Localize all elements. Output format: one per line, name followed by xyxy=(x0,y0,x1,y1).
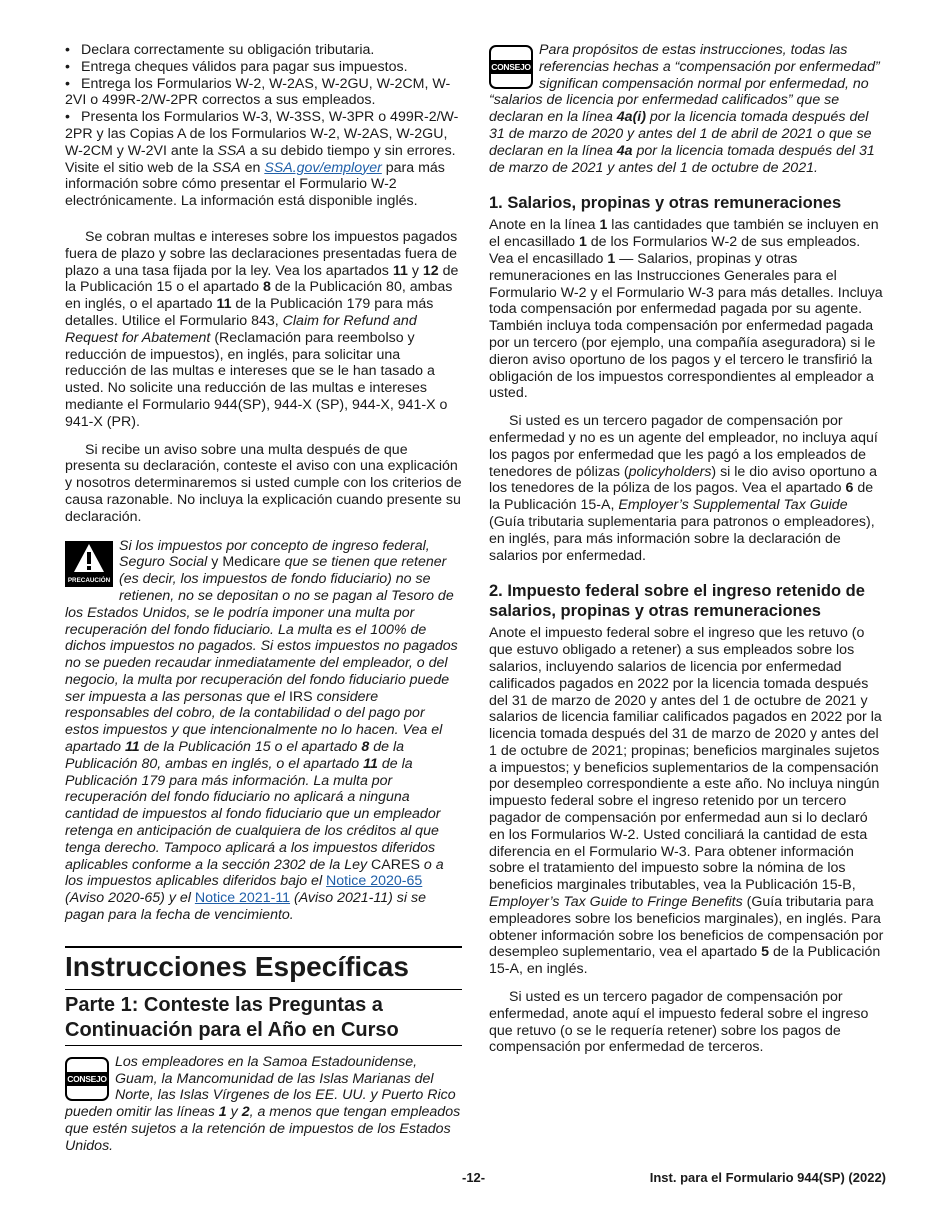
notice-paragraph: Si recibe un aviso sobre una multa después de que presenta su declaración, conteste el aviso con una explicación y nosotros determinaremos si usted cumple con los criterios de causa razonable. No incluya la explicación cuando presente su declaración. xyxy=(65,441,462,525)
form-title: Inst. para el Formulario 944(SP) (2022) xyxy=(649,1170,886,1185)
caution-icon: PRECAUCIÓN xyxy=(65,541,113,587)
tip-icon: CONSEJO xyxy=(65,1057,109,1101)
third-party-withholding-paragraph: Si usted es un tercero pagador de compensación por enfermedad, anote aquí el impuesto federal sobre el ingreso que retuvo (o se le requería retener) sobre los pagos de compensación por enfermedad de terceros. xyxy=(489,989,869,1056)
part-heading: Parte 1: Conteste las Preguntas a Continuación para el Año en Curso xyxy=(65,989,462,1046)
section-heading: Instrucciones Específicas xyxy=(65,946,462,984)
page-number: -12- xyxy=(462,1170,486,1185)
heading-line-2: 2. Impuesto federal sobre el ingreso retenido de salarios, propinas y otras remuneraciones xyxy=(489,582,865,621)
bullet-list xyxy=(65,42,462,210)
tip-icon: CONSEJO xyxy=(489,45,533,89)
caution-note: PRECAUCIÓN Si los impuestos por concepto de ingreso federal, Seguro Social y Medicare que se tienen que retener (es decir, los impuestos de fondo fiduciario) no se retienen, no se depositan o no se pagan al Tesoro de los Estados Unidos, se le podría imponer una multa por recuperación del fondo fiduciario. La multa es el 100% de dichos impuestos no pagados. Si estos impuestos no pagados no se pueden recaudar inmediatamente del empleador, o del negocio, la multa por recuperación del fondo fiduciario puede ser impuesta a las personas que el IRS considere responsables del cobro, de la contabilidad o del pago por estos impuestos y que intencionalmente no lo hacen. Vea el apartado 11 de la Publicación 15 o el apartado 8 de la Publicación 80, ambas en inglés, o el apartado 11 de la Publicación 179 para más información. La multa por recuperación del fondo fiduciario no aplicará a ninguna cantidad de impuestos al fondo fiduciario que un empleador retenga en anticipación de cualquiera de los créditos al que tenga derecho. Tampoco aplicará a los impuestos diferidos aplicables conforme a la sección 2302 de la Ley CARES o a los impuestos aplicables diferidos bajo el Notice 2020-65 (Aviso 2020-65) y el Notice 2021-11 (Aviso 2021-11) si se pagan para la fecha de vencimiento. xyxy=(65,537,458,924)
penalties-paragraph: Se cobran multas e intereses sobre los impuestos pagados fuera de plazo y sobre las declaraciones presentadas fuera de plazo a una tasa fijada por la ley. Vea los apartados 11 y 12 de la Publicación 15 o el apartado 8 de la Publicación 80, ambas en inglés, o el apartado 11 de la Publicación 179 para más detalles. Utilice el Formulario 843, Claim for Refund and Request for Abatement (Reclamación para reembolso y reducción de impuestos), en inglés, para solicitar una reducción de las multas e intereses que se le han tasado a usted. No solicite una reducción de las multas e intereses mediante el Formulario 944(SP), 944-X (SP), 944-X, 941-X o 941-X (PR). xyxy=(65,228,459,430)
list-item: • Entrega cheques válidos para pagar sus impuestos. xyxy=(65,58,408,75)
line-2-paragraph: Anote el impuesto federal sobre el ingreso que les retuvo (o que estuvo obligado a retener) a sus empleados sobre los salarios, incluyendo salarios de licencia por enfermedad calificados pagados en 2022 por la licencia tomada después del 31 de marzo de 2020 y antes del 1 de octubre de 2021 y salarios de licencia familiar calificados pagados en 2022 por la licencia tomada después del 31 de marzo de 2020 y antes del 1 de octubre de 2021; propinas; beneficios marginales sujetos a impuestos; y beneficios suplementarios de la compensación por desempleo correspondiente a este año. No incluya ningún impuesto federal sobre el ingreso retenido por un tercero pagador de compensación por enfermedad aun si lo declaró en los Formularios W-2. Usted conciliará la cantidad de esta diferencia en el Formulario W-3. Para obtener información sobre el tratamiento del impuesto sobre la nómina de los beneficios marginales tributables, vea la Publicación 15-B, Employer’s Tax Guide to Fringe Benefits (Guía tributaria para empleadores sobre los beneficios marginales), en inglés. Para obtener información sobre los beneficios de compensación por desempleo suplementario, vea el apartado 5 de la Publicación 15-A, en inglés. xyxy=(489,625,884,978)
notice-2020-65-link[interactable]: Notice 2020-65 xyxy=(326,873,423,890)
page-footer xyxy=(65,1170,886,1186)
line-1-paragraph: Anote en la línea 1 las cantidades que también se incluyen en el encasillado 1 de los Formularios W-2 de sus empleados. Vea el encasillado 1 — Salarios, propinas y otras remuneraciones en las Instrucciones Generales para el Formulario W-2 y el Formulario W-3 para más detalles. Incluya toda compensación por enfermedad pagada por su agente. También incluya toda compensación por enfermedad pagada por un tercero (por ejemplo, una compañía aseguradora) si le dieron aviso oportuno de los pagos y el tercero le transfirió la obligación de los impuestos correspondientes al empleador a usted. xyxy=(489,217,883,402)
tip-note: CONSEJO Para propósitos de estas instrucciones, todas las referencias hechas a “compensación por enfermedad” significan compensación normal por enfermedad, no “salarios de licencia por enfermedad calificados” que se declaran en la línea 4a(i) por la licencia tomada después del 31 de marzo de 2020 y antes del 1 de abril de 2021 o que se declaran en la línea 4a por la licencia tomada después del 31 de marzo de 2021 y antes del 1 de octubre de 2021. xyxy=(489,42,880,176)
list-item: • Entrega los Formularios W-2, W-2AS, W-2GU, W-2CM, W-2VI o 499R-2/W-2PR correctos a sus empleados. xyxy=(65,75,451,109)
list-item: • Presenta los Formularios W-3, W-3SS, W-3PR o 499R-2/W-2PR y las Copias A de los Formularios W-2, W-2AS, W-2GU, W-2CM y W-2VI ante la SSA a su debido tiempo y sin errores. Visite el sitio web de la SSA en SSA.gov/employer para más información sobre cómo presentar el Formulario W-2 electrónicamente. La información está disponible inglés. xyxy=(65,109,459,210)
third-party-paragraph: Si usted es un tercero pagador de compensación por enfermedad y no es un agente del empleador, no incluya aquí los pagos por enfermedad que les pagó a los empleados de tenedores de pólizas (policyholders) si le dio aviso oportuno a los tenedores de la póliza de los pagos. Vea el apartado 6 de la Publicación 15-A, Employer’s Supplemental Tax Guide (Guía tributaria suplementaria para patronos o empleadores), en inglés, para más información sobre la declaración de salarios por enfermedad. xyxy=(489,413,878,564)
list-item: • Declara correctamente su obligación tributaria. xyxy=(65,42,375,58)
heading-line-1: 1. Salarios, propinas y otras remuneraciones xyxy=(489,194,842,213)
left-column xyxy=(65,42,462,1155)
tip-note: CONSEJO Los empleadores en la Samoa Estadounidense, Guam, la Mancomunidad de las Islas Marianas del Norte, las Islas Vírgenes de los EE. UU. y Puerto Rico pueden omitir las líneas 1 y 2, a menos que tengan empleados que estén sujetos a la retención de impuestos de los Estados Unidos. xyxy=(65,1053,461,1154)
right-column xyxy=(489,42,886,1056)
notice-2021-11-link[interactable]: Notice 2021-11 xyxy=(194,890,291,907)
ssa-employer-link[interactable]: SSA.gov/employer xyxy=(264,159,382,176)
